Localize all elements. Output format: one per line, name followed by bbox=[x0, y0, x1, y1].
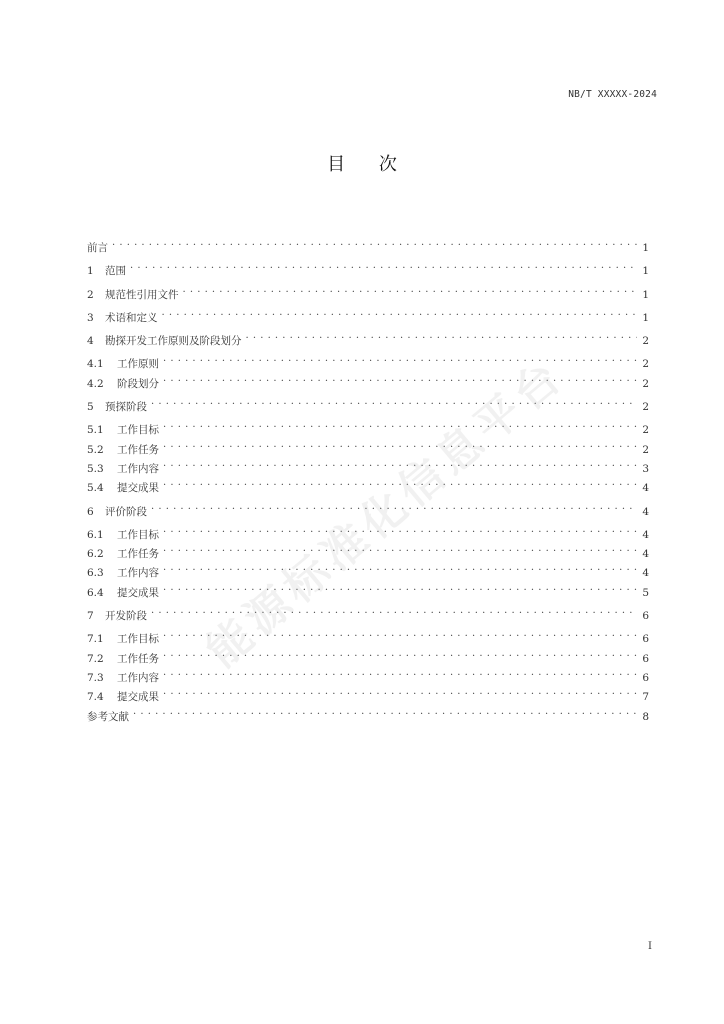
toc-dot-leader bbox=[163, 650, 637, 662]
toc-entry-page: 1 bbox=[642, 288, 649, 301]
toc-dot-leader bbox=[163, 479, 637, 491]
toc-entry-number: 6.2 bbox=[87, 548, 104, 561]
toc-entry-number: 6.4 bbox=[87, 586, 104, 599]
toc-entry-text: 工作目标 bbox=[117, 528, 159, 541]
toc-entry-page: 1 bbox=[642, 265, 649, 278]
watermark: 能源标准化信息平台 bbox=[197, 349, 575, 678]
toc-entry-label bbox=[87, 422, 163, 437]
toc-entry-page: 6 bbox=[642, 633, 649, 646]
toc-dot-leader bbox=[162, 309, 638, 321]
toc-entry-label bbox=[87, 480, 163, 495]
toc-entry-page: 4 bbox=[642, 505, 649, 518]
toc-dot-leader bbox=[163, 669, 637, 681]
toc-entry-label bbox=[87, 461, 163, 476]
toc-entry-text: 术语和定义 bbox=[105, 311, 158, 324]
toc-entry-text: 勘探开发工作原则及阶段划分 bbox=[105, 335, 242, 348]
toc-entry-label bbox=[87, 376, 163, 391]
toc-entry[interactable] bbox=[87, 584, 649, 603]
toc-dot-leader bbox=[246, 332, 638, 344]
toc-entry-label bbox=[87, 263, 130, 278]
toc-entry[interactable] bbox=[87, 545, 649, 564]
toc-entry-page: 4 bbox=[642, 567, 649, 580]
toc-dot-leader bbox=[163, 526, 637, 538]
toc-entry-label bbox=[87, 689, 163, 704]
toc-entry-text: 开发阶段 bbox=[105, 610, 147, 623]
toc-entry[interactable] bbox=[87, 421, 649, 440]
toc-entry-number: 5 bbox=[87, 401, 94, 414]
toc-entry-text: 工作内容 bbox=[117, 671, 159, 684]
toc-entry-label bbox=[87, 565, 163, 580]
toc-entry-label bbox=[87, 310, 162, 325]
toc-entry-label bbox=[87, 240, 112, 255]
toc-entry-number: 5.4 bbox=[87, 482, 104, 495]
toc-entry-label bbox=[87, 585, 163, 600]
toc-entry-text: 工作目标 bbox=[117, 424, 159, 437]
toc-entry[interactable] bbox=[87, 630, 649, 649]
toc-dot-leader bbox=[163, 460, 637, 472]
toc-entry-label bbox=[87, 399, 151, 414]
toc-entry[interactable] bbox=[87, 650, 649, 669]
toc-entry-label bbox=[87, 527, 163, 542]
toc-entry-page: 2 bbox=[642, 443, 649, 456]
toc-entry[interactable] bbox=[87, 355, 649, 374]
toc-entry-number: 7 bbox=[87, 610, 94, 623]
toc-dot-leader bbox=[163, 421, 637, 433]
toc-entry-number: 6.1 bbox=[87, 528, 104, 541]
toc-entry-text: 提交成果 bbox=[117, 691, 159, 704]
toc-dot-leader bbox=[133, 708, 637, 720]
toc-entry-text: 规范性引用文件 bbox=[105, 288, 179, 301]
toc-entry-text: 预探阶段 bbox=[105, 401, 147, 414]
toc-entry-label bbox=[87, 442, 163, 457]
toc-entry-label bbox=[87, 287, 183, 302]
toc-dot-leader bbox=[163, 688, 637, 700]
toc-dot-leader bbox=[130, 262, 637, 274]
toc-entry-text: 前言 bbox=[87, 242, 108, 254]
toc-entry-number: 1 bbox=[87, 265, 94, 278]
toc-dot-leader bbox=[163, 564, 637, 576]
toc-entry-number: 5.3 bbox=[87, 462, 104, 475]
toc-entry[interactable] bbox=[87, 708, 649, 727]
toc-dot-leader bbox=[163, 545, 637, 557]
toc-entry[interactable] bbox=[87, 309, 649, 328]
toc-entry-page: 5 bbox=[642, 586, 649, 599]
toc-entry[interactable] bbox=[87, 441, 649, 460]
toc-dot-leader bbox=[183, 286, 638, 298]
toc-entry-page: 2 bbox=[642, 401, 649, 414]
toc-entry-label bbox=[87, 333, 246, 348]
toc-entry-label bbox=[87, 651, 163, 666]
toc-entry-label bbox=[87, 631, 163, 646]
toc-entry[interactable] bbox=[87, 669, 649, 688]
toc-dot-leader bbox=[163, 355, 637, 367]
toc-entry-page: 2 bbox=[642, 358, 649, 371]
toc-entry[interactable] bbox=[87, 526, 649, 545]
toc-entry-page: 7 bbox=[642, 691, 649, 704]
toc-entry-text: 提交成果 bbox=[117, 586, 159, 599]
document-code: NB/T XXXXX-2024 bbox=[568, 89, 657, 100]
toc-entry-text: 工作目标 bbox=[117, 633, 159, 646]
toc-entry-number: 7.3 bbox=[87, 671, 104, 684]
toc-entry-number: 7.1 bbox=[87, 633, 104, 646]
toc-dot-leader bbox=[151, 607, 637, 619]
toc-entry[interactable] bbox=[87, 398, 649, 417]
toc-entry-number: 4.1 bbox=[87, 358, 104, 371]
toc-entry-page: 8 bbox=[642, 710, 649, 723]
toc-entry-text: 提交成果 bbox=[117, 482, 159, 495]
toc-entry[interactable] bbox=[87, 503, 649, 522]
toc-entry-text: 工作任务 bbox=[117, 443, 159, 456]
toc-entry-text: 评价阶段 bbox=[105, 505, 147, 518]
toc-entry-label bbox=[87, 670, 163, 685]
toc-entry[interactable] bbox=[87, 262, 649, 281]
toc-entry-number: 2 bbox=[87, 288, 94, 301]
toc-dot-leader bbox=[112, 239, 637, 251]
toc-dot-leader bbox=[163, 375, 637, 387]
toc-dot-leader bbox=[163, 630, 637, 642]
toc-entry-page: 4 bbox=[642, 528, 649, 541]
toc-entry-page: 6 bbox=[642, 652, 649, 665]
toc-entry[interactable] bbox=[87, 479, 649, 498]
toc-entry[interactable] bbox=[87, 688, 649, 707]
toc-entry-page: 3 bbox=[642, 462, 649, 475]
toc-entry-page: 2 bbox=[642, 424, 649, 437]
toc-entry-number: 6.3 bbox=[87, 567, 104, 580]
toc-entry-page: 2 bbox=[642, 377, 649, 390]
toc-title: 目 次 bbox=[327, 154, 411, 175]
toc-entry[interactable] bbox=[87, 286, 649, 305]
toc-entry-number: 5.2 bbox=[87, 443, 104, 456]
toc-entry-number: 7.2 bbox=[87, 652, 104, 665]
toc-entry-text: 参考文献 bbox=[87, 710, 129, 723]
toc-entry[interactable] bbox=[87, 332, 649, 351]
toc-entry-page: 4 bbox=[642, 482, 649, 495]
toc-dot-leader bbox=[151, 398, 637, 410]
toc-entry-text: 工作内容 bbox=[117, 567, 159, 580]
toc-entry-text: 工作内容 bbox=[117, 462, 159, 475]
toc-entry-number: 6 bbox=[87, 505, 94, 518]
toc-entry-text: 工作任务 bbox=[117, 548, 159, 561]
toc-entry[interactable] bbox=[87, 564, 649, 583]
toc-entry-number: 3 bbox=[87, 311, 94, 324]
toc-dot-leader bbox=[163, 584, 637, 596]
page-number: I bbox=[648, 941, 652, 952]
toc-entry-page: 1 bbox=[642, 242, 649, 254]
toc-entry-text: 阶段划分 bbox=[117, 377, 159, 390]
toc-entry[interactable] bbox=[87, 375, 649, 394]
toc-entry-text: 工作原则 bbox=[117, 358, 159, 371]
toc-entry-label bbox=[87, 608, 151, 623]
toc-entry[interactable] bbox=[87, 607, 649, 626]
toc-entry-page: 6 bbox=[642, 671, 649, 684]
toc-entry-label bbox=[87, 546, 163, 561]
toc-entry-label bbox=[87, 504, 151, 519]
toc-dot-leader bbox=[151, 503, 637, 515]
toc-entry-page: 2 bbox=[642, 335, 649, 348]
toc-entry-number: 4.2 bbox=[87, 377, 104, 390]
toc-entry[interactable] bbox=[87, 460, 649, 479]
toc-entry-page: 4 bbox=[642, 548, 649, 561]
toc-dot-leader bbox=[163, 441, 637, 453]
table-of-contents bbox=[87, 239, 649, 727]
toc-entry-label bbox=[87, 356, 163, 371]
toc-entry-number: 7.4 bbox=[87, 691, 104, 704]
toc-entry-page: 6 bbox=[642, 610, 649, 623]
toc-entry-label bbox=[87, 709, 133, 724]
toc-entry-number: 5.1 bbox=[87, 424, 104, 437]
toc-entry-number: 4 bbox=[87, 335, 94, 348]
toc-entry-text: 范围 bbox=[105, 265, 126, 278]
toc-entry-text: 工作任务 bbox=[117, 652, 159, 665]
toc-entry[interactable] bbox=[87, 239, 649, 258]
toc-entry-page: 1 bbox=[642, 311, 649, 324]
